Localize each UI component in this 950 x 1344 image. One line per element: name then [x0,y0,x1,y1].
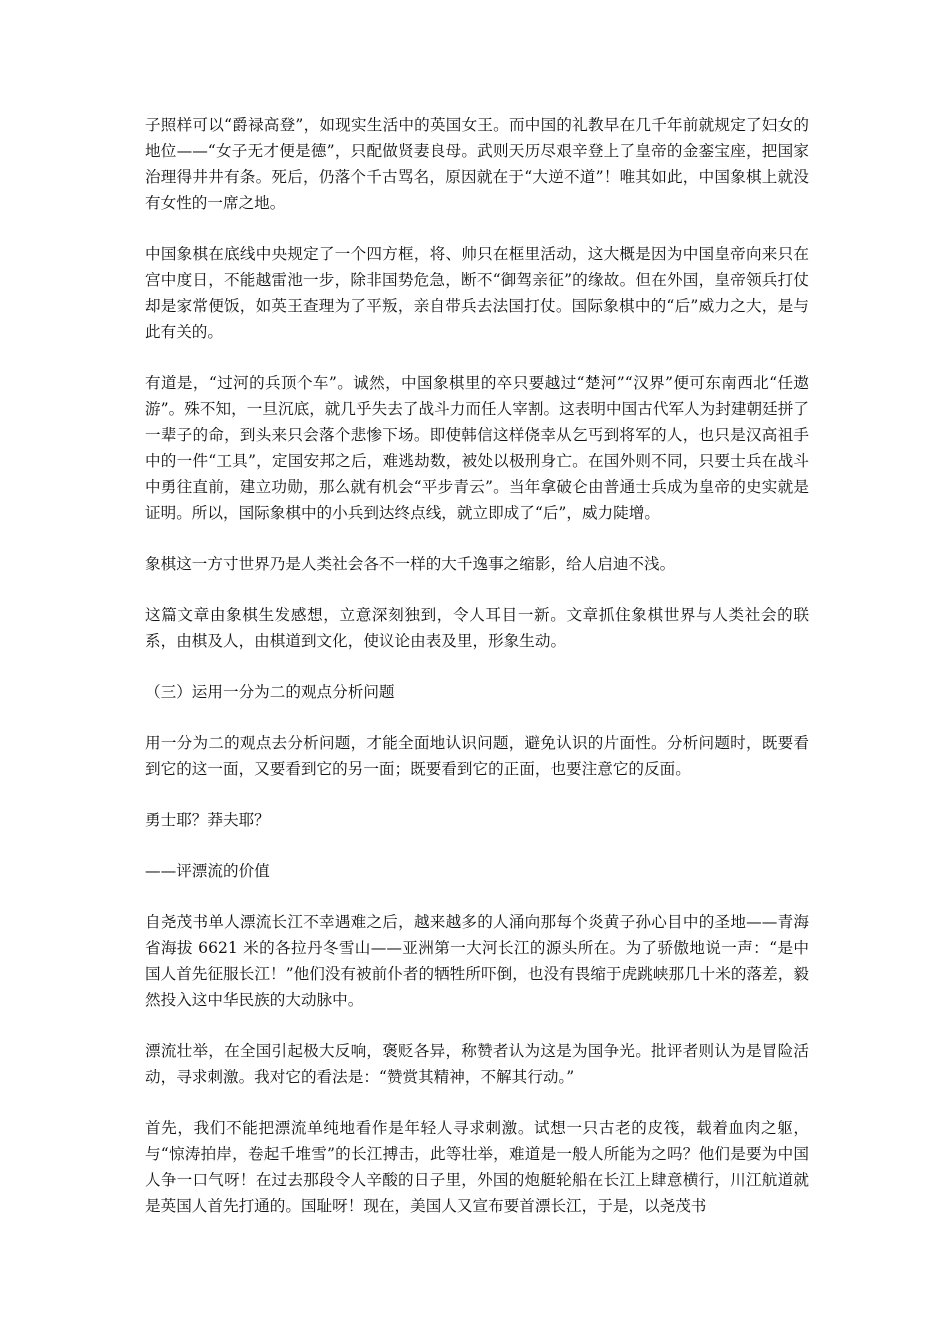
essay-subtitle: ——评漂流的价值 [145,862,270,880]
paragraph-commentary: 这篇文章由象棋生发感想，立意深刻独到，令人耳目一新。文章抓住象棋世界与人类社会的联系，由棋及人，由棋道到文化，使议论由表及里，形象生动。 [145,606,809,650]
paragraph-women-status: 子照样可以“爵禄高登”，如现实生活中的英国女王。而中国的礼教早在几千年前就规定了妇女的地位——“女子无才便是德”，只配做贤妻良母。武则天历尽艰辛登上了皇帝的金銮宝座，把国家治理得井井有条。死后，仍落个千古骂名，原因就在于“大逆不道”！唯其如此，中国象棋上就没有女性的一席之地。 [145,116,809,212]
paragraph-palace-frame: 中国象棋在底线中央规定了一个四方框，将、帅只在框里活动，这大概是因为中国皇帝向来只在宫中度日，不能越雷池一步，除非国势危急，断不“御驾亲征”的缘故。但在外国，皇帝领兵打仗却是家常便饭，如英王查理为了平叛，亲自带兵去法国打仗。国际象棋中的“后”威力之大，是与此有关的。 [145,245,809,341]
section-heading: （三）运用一分为二的观点分析问题 [145,683,395,701]
paragraph-section-intro: 用一分为二的观点去分析问题，才能全面地认识问题，避免认识的片面性。分析问题时，既要看到它的这一面，又要看到它的另一面；既要看到它的正面，也要注意它的反面。 [145,734,809,778]
paragraph-rafting-opinions: 漂流壮举，在全国引起极大反响，褒贬各异，称赞者认为这是为国争光。批评者则认为是冒险活动，寻求刺激。我对它的看法是：“赞赏其精神，不解其行动。” [145,1042,809,1086]
paragraph-chess-conclusion: 象棋这一方寸世界乃是人类社会各不一样的大千逸事之缩影，给人启迪不浅。 [145,555,676,573]
paragraph-rafting-intro: 自尧茂书单人漂流长江不幸遇难之后，越来越多的人涌向那每个炎黄子孙心目中的圣地——青海省海拔 6621 米的各拉丹冬雪山——亚洲第一大河长江的源头所在。为了骄傲地说一声：“是中国人首先征服长江！”他们没有被前仆者的牺牲所吓倒，也没有畏缩于虎跳峡那几十米的落差，毅然投入这中华民族的大动脉中。 [145,913,809,1009]
essay-title: 勇士耶？莽夫耶？ [145,811,270,829]
document-page [145,112,809,1244]
paragraph-rafting-first-point: 首先，我们不能把漂流单纯地看作是年轻人寻求刺激。试想一只古老的皮筏，载着血肉之躯，与“惊涛拍岸，卷起千堆雪”的长江搏击，此等壮举，难道是一般人所能为之吗？他们是要为中国人争一口气呀！在过去那段令人辛酸的日子里，外国的炮艇轮船在长江上肆意横行，川江航道就是英国人首先打通的。国耻呀！现在，美国人又宣布要首漂长江，于是，以尧茂书 [145,1119,809,1215]
paragraph-soldier-crossing-river: 有道是，“过河的兵顶个车”。诚然，中国象棋里的卒只要越过“楚河”“汉界”便可东南西北“任遨游”。殊不知，一旦沉底，就几乎失去了战斗力而任人宰割。这表明中国古代军人为封建朝廷拼了一辈子的命，到头来只会落个悲惨下场。即使韩信这样侥幸从乞丐到将军的人，也只是汉高祖手中的一件“工具”，定国安邦之后，难逃劫数，被处以极刑身亡。在国外则不同，只要士兵在战斗中勇往直前，建立功勋，那么就有机会“平步青云”。当年拿破仑由普通士兵成为皇帝的史实就是证明。所以，国际象棋中的小兵到达终点线，就立即成了“后”，威力陡增。 [145,374,809,522]
